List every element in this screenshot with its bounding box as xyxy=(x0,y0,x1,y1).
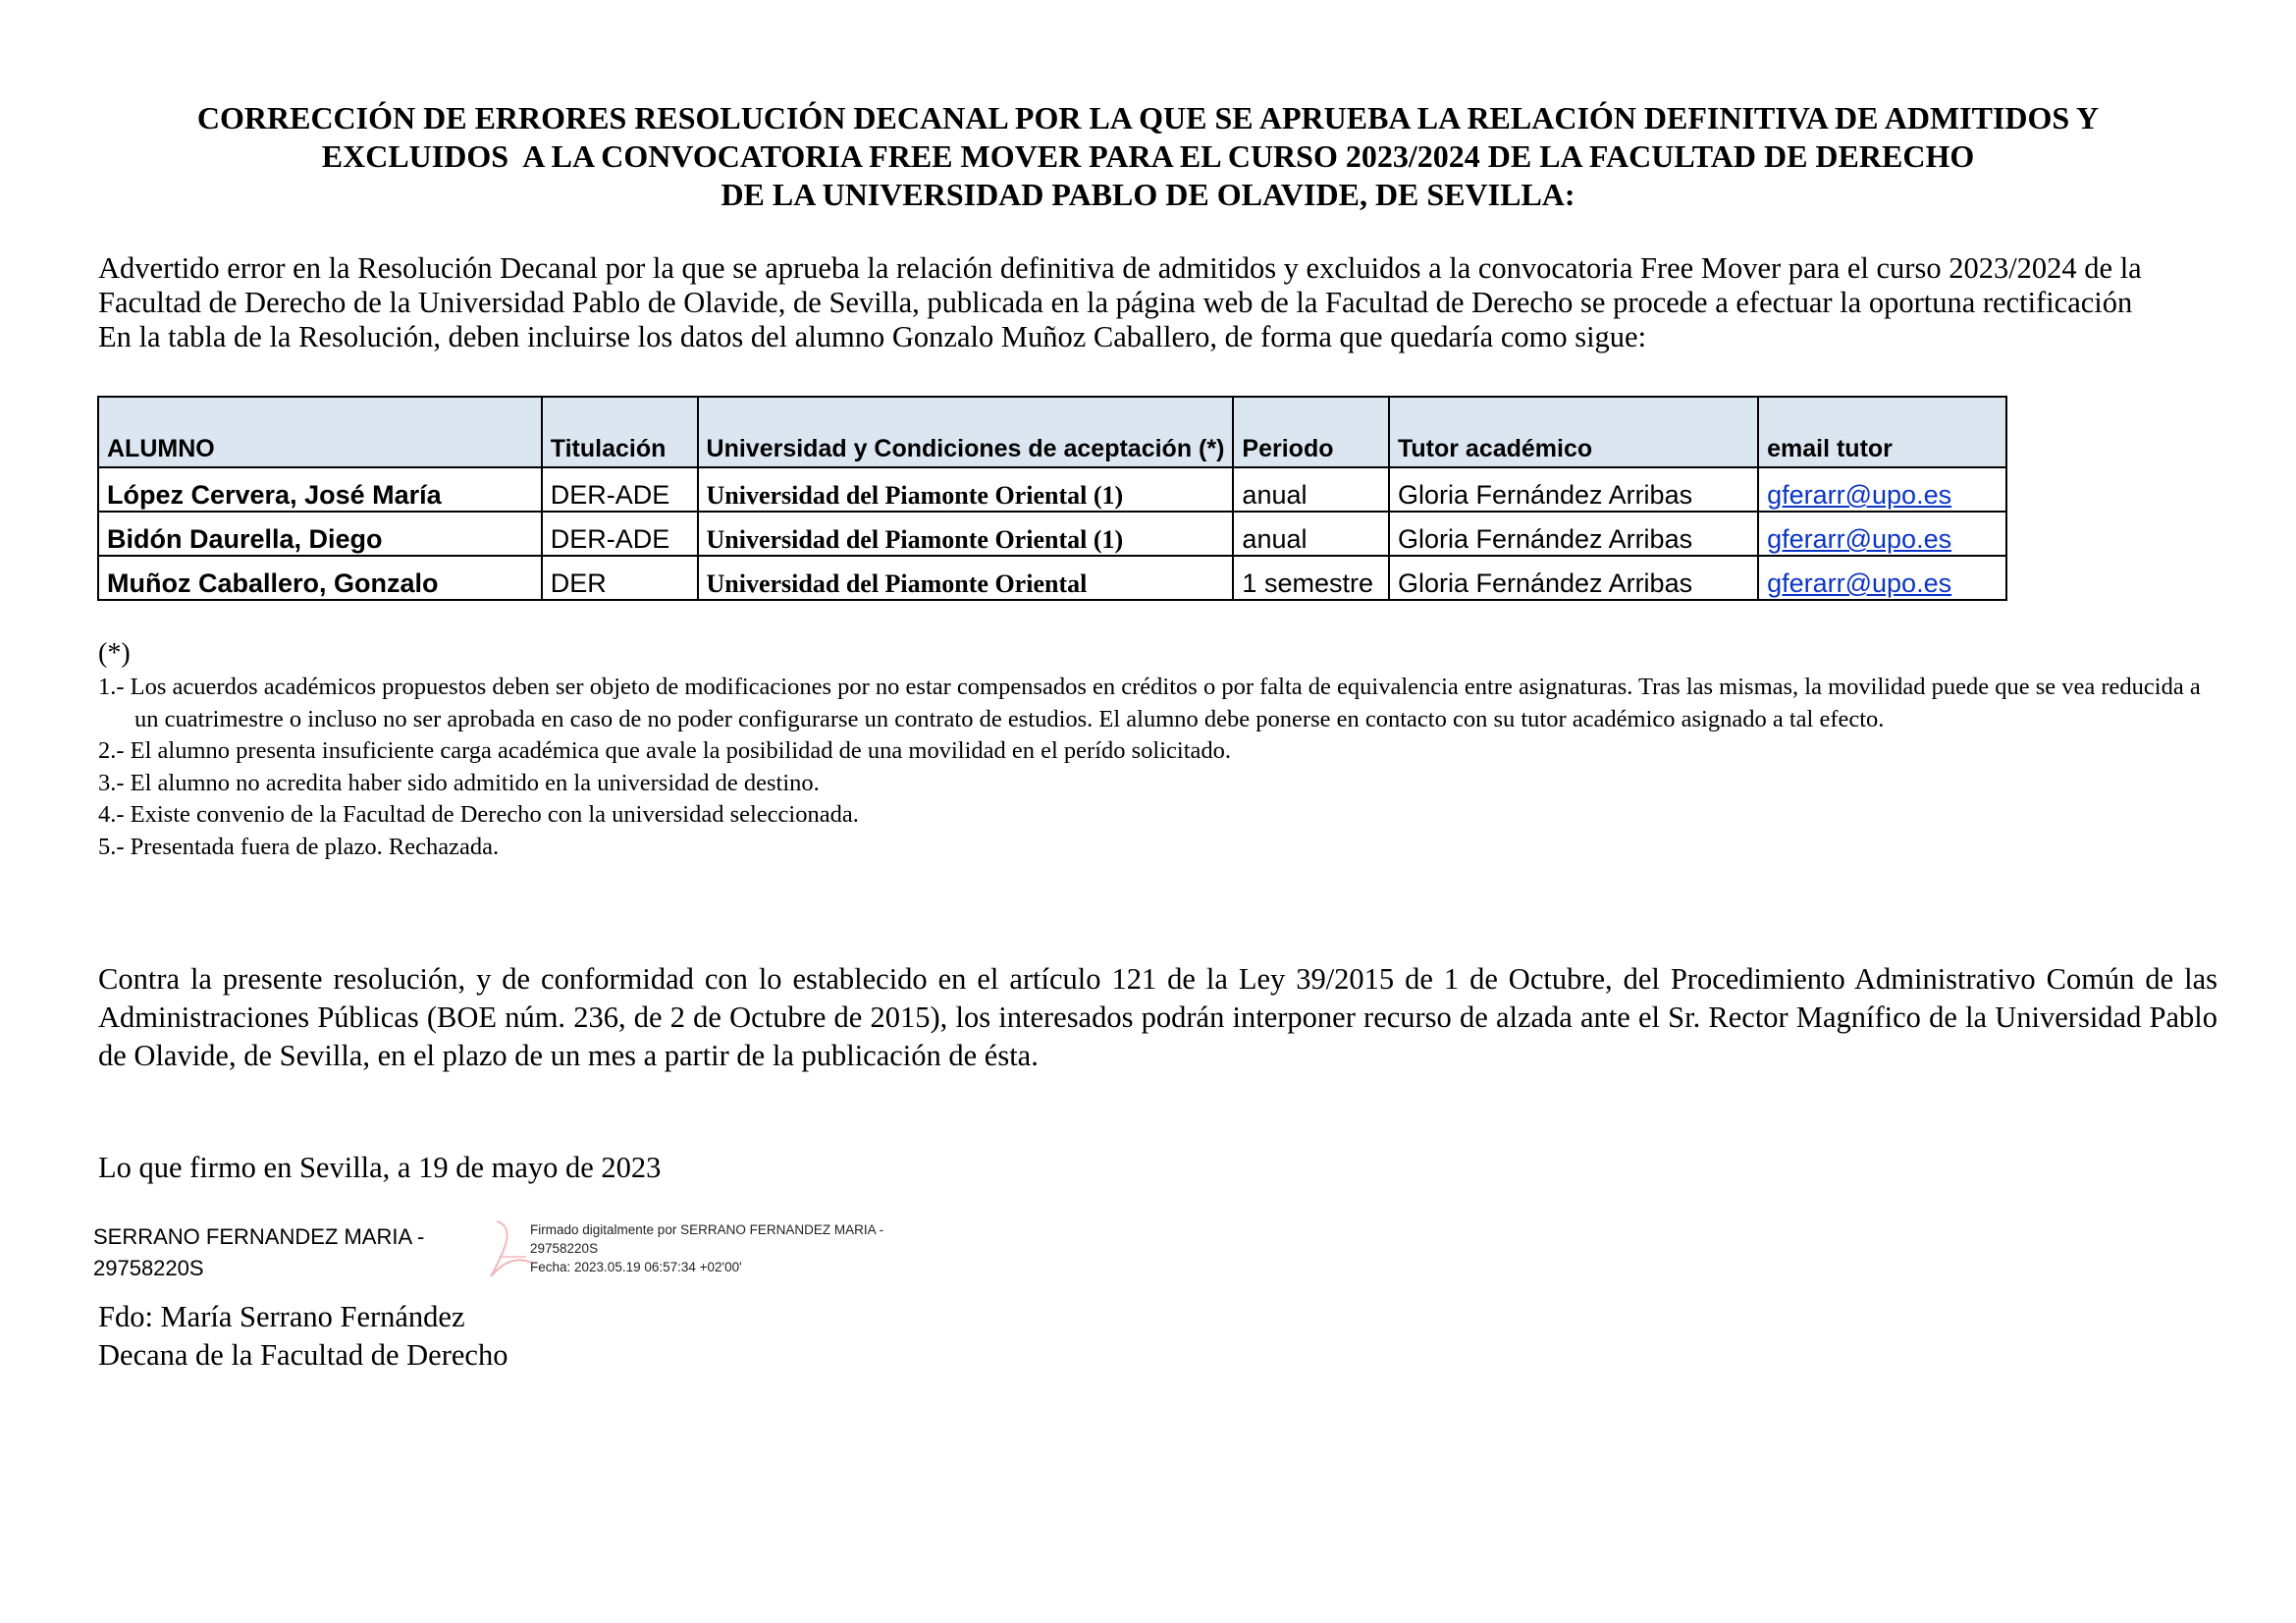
cell-email xyxy=(1758,556,2006,600)
digital-line-1: Firmado digitalmente por SERRANO FERNANDEZ MARIA - xyxy=(530,1222,884,1237)
digital-line-3: Fecha: 2023.05.19 06:57:34 +02'00' xyxy=(530,1260,742,1274)
title-line-1: CORRECCIÓN DE ERRORES RESOLUCIÓN DECANAL POR LA QUE SE APRUEBA LA RELACIÓN DEFINITIVA DE ADMITIDOS Y xyxy=(196,100,2100,135)
note-item: 1.- Los acuerdos académicos propuestos deben ser objeto de modificaciones por no estar compensados en créditos o por falta de equivalencia entre asignaturas. Tras las mismas, la movilidad puede que se vea reducida a un cuatrimestre o incluso no ser aprobada en caso de no poder configurarse un contrato de estudios. El alumno debe ponerse en contacto con su tutor académico asignado a tal efecto. xyxy=(98,674,2201,732)
cell-titulacion: DER-ADE xyxy=(542,467,698,512)
header-titulacion: Titulación xyxy=(542,397,698,467)
notes-section xyxy=(98,636,2218,863)
note-item: 5.- Presentada fuera de plazo. Rechazada. xyxy=(98,833,500,860)
intro-section xyxy=(98,251,2218,354)
document-title xyxy=(98,99,2198,214)
cell-universidad: Universidad del Piamonte Oriental (1) xyxy=(698,467,1234,512)
header-alumno: ALUMNO xyxy=(98,397,542,467)
note-item: 3.- El alumno no acredita haber sido admitido en la universidad de destino. xyxy=(98,769,820,796)
digital-signature-text xyxy=(530,1220,883,1276)
cell-tutor: Gloria Fernández Arribas xyxy=(1389,556,1758,600)
email-link[interactable]: gferarr@upo.es xyxy=(1767,568,1952,598)
signer-name xyxy=(93,1221,424,1284)
signer-line-1: SERRANO FERNANDEZ MARIA - xyxy=(93,1224,425,1249)
cell-alumno: Bidón Daurella, Diego xyxy=(98,512,542,556)
cell-titulacion: DER xyxy=(542,556,698,600)
signer-line-2: 29758220S xyxy=(93,1256,204,1280)
table-row xyxy=(98,467,2006,512)
header-tutor: Tutor académico xyxy=(1389,397,1758,467)
signer-role: Decana de la Facultad de Derecho xyxy=(98,1338,508,1372)
students-table xyxy=(97,396,2007,601)
cell-periodo: anual xyxy=(1233,512,1389,556)
table-header-row xyxy=(98,397,2006,467)
cell-universidad: Universidad del Piamonte Oriental (1) xyxy=(698,512,1234,556)
intro-paragraph: Advertido error en la Resolución Decanal por la que se aprueba la relación definitiva de admitidos y excluidos a la convocatoria Free Mover para el curso 2023/2024 de la Facultad de Derecho de la Universidad Pablo de Olavide, de Sevilla, publicada en la página web de la Facultad de Derecho se procede a efectuar la oportuna rectificación xyxy=(98,251,2142,319)
cell-email xyxy=(1758,467,2006,512)
cell-universidad: Universidad del Piamonte Oriental xyxy=(698,556,1234,600)
cell-alumno: Muñoz Caballero, Gonzalo xyxy=(98,556,542,600)
signed-by: Fdo: María Serrano Fernández xyxy=(98,1300,465,1333)
table-row xyxy=(98,556,2006,600)
digital-signature-icon xyxy=(487,1217,536,1284)
note-item: 2.- El alumno presenta insuficiente carga académica que avale la posibilidad de una movilidad en el perído solicitado. xyxy=(98,737,1232,764)
header-periodo: Periodo xyxy=(1233,397,1389,467)
signature-block xyxy=(98,1298,507,1375)
email-link[interactable]: gferarr@upo.es xyxy=(1767,524,1952,554)
title-line-3: DE LA UNIVERSIDAD PABLO DE OLAVIDE, DE SEVILLA: xyxy=(721,177,1575,212)
cell-titulacion: DER-ADE xyxy=(542,512,698,556)
digital-line-2: 29758220S xyxy=(530,1241,599,1256)
notes-marker: (*) xyxy=(98,638,131,669)
cell-periodo: 1 semestre xyxy=(1233,556,1389,600)
email-link[interactable]: gferarr@upo.es xyxy=(1767,480,1952,510)
cell-periodo: anual xyxy=(1233,467,1389,512)
title-line-2: EXCLUIDOS A LA CONVOCATORIA FREE MOVER PARA EL CURSO 2023/2024 DE LA FACULTAD DE DERECHO xyxy=(321,138,1975,174)
table-row xyxy=(98,512,2006,556)
intro-table-note: En la tabla de la Resolución, deben incluirse los datos del alumno Gonzalo Muñoz Caballero, de forma que quedaría como sigue: xyxy=(98,320,1647,353)
cell-tutor: Gloria Fernández Arribas xyxy=(1389,512,1758,556)
header-email: email tutor xyxy=(1758,397,2006,467)
cell-email xyxy=(1758,512,2006,556)
header-universidad: Universidad y Condiciones de aceptación (*) xyxy=(698,397,1234,467)
cell-alumno: López Cervera, José María xyxy=(98,467,542,512)
cell-tutor: Gloria Fernández Arribas xyxy=(1389,467,1758,512)
note-item: 4.- Existe convenio de la Facultad de Derecho con la universidad seleccionada. xyxy=(98,801,859,828)
date-line: Lo que firmo en Sevilla, a 19 de mayo de 2023 xyxy=(98,1151,662,1184)
legal-paragraph: Contra la presente resolución, y de conformidad con lo establecido en el artículo 121 de la Ley 39/2015 de 1 de Octubre, del Procedimiento Administrativo Común de las Administraciones Públicas (BOE núm. 236, de 2 de Octubre de 2015), los interesados podrán interponer recurso de alzada ante el Sr. Rector Magnífico de la Universidad Pablo de Olavide, de Sevilla, en el plazo de un mes a partir de la publicación de ésta. xyxy=(98,962,2217,1072)
